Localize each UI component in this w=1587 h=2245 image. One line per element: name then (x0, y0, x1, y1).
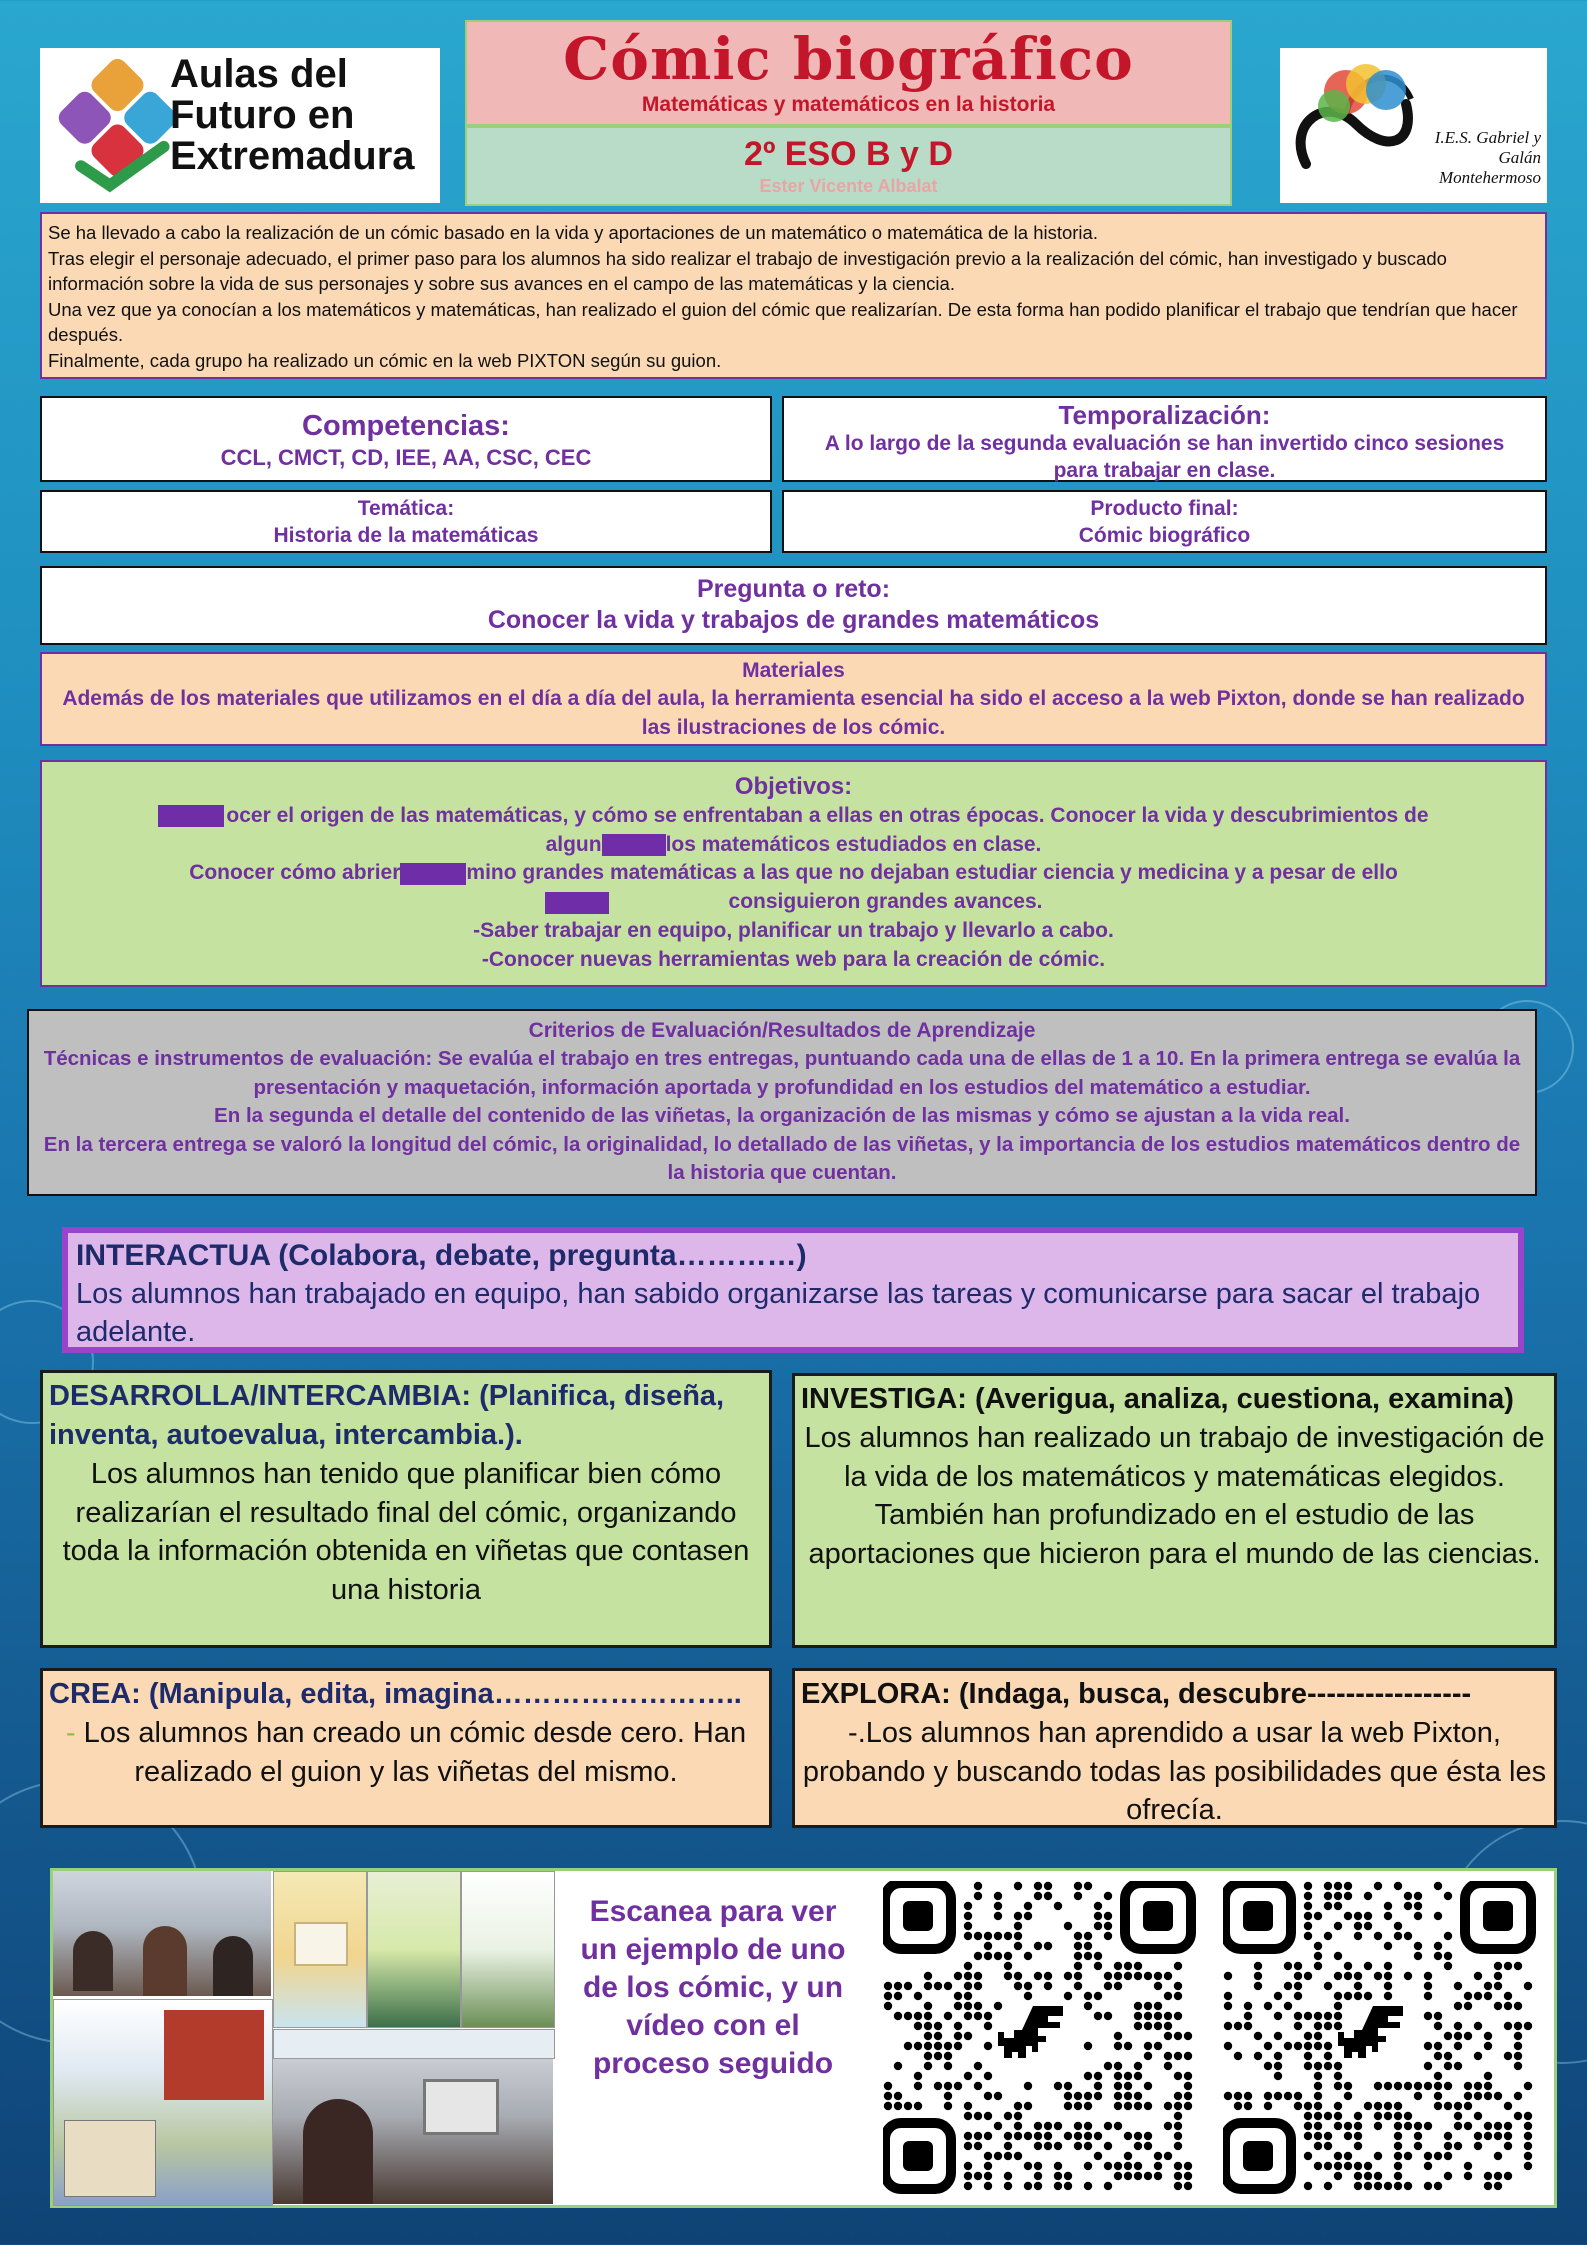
intro-paragraph: Tras elegir el personaje adecuado, el primer paso para los alumnos ha sido realizar el trabajo de investigación previo a la realización del cómic, han investigado y buscado información sobre la vida de sus personajes y sobre sus avances en el campo de las matemáticas y la ciencia. (48, 247, 1447, 294)
criterios-box (27, 1009, 1537, 1196)
comic-page-image (53, 1999, 273, 2206)
materiales-title: Materiales (742, 659, 845, 682)
comic-panel-image (461, 1871, 555, 2028)
objetivo-line: ocer el origen de las matemáticas, y cómo se enfrentaban a ellas en otras épocas. Conocer la vida y descubrimientos de (42, 802, 1545, 831)
pregunta-value: Conocer la vida y trabajos de grandes matemáticos (487, 606, 1100, 634)
tematica-value: Historia de la matemáticas (273, 524, 539, 547)
crea-dash: - (65, 1717, 84, 1749)
objetivo-line: Conocer cómo abrier mino grandes matemáticas a las que no dejaban estudiar ciencia y medicina y a pesar de ello (189, 861, 1398, 885)
temporalizacion-value: A lo largo de la segunda evaluación se han invertido cinco sesiones para trabajar en clase. (824, 432, 1505, 482)
bottom-panel (50, 1868, 1557, 2208)
desarrolla-box (40, 1370, 772, 1648)
classroom-photo (53, 1871, 271, 1996)
redaction-mark (545, 892, 609, 914)
materiales-box (40, 652, 1547, 746)
pregunta-box (40, 566, 1547, 645)
crea-box (40, 1668, 772, 1828)
objetivo-line: -Conocer nuevas herramientas web para la creación de cómic. (481, 947, 1106, 971)
criterios-title: Criterios de Evaluación/Resultados de Aprendizaje (528, 1019, 1036, 1042)
explora-body: -.Los alumnos han aprendido a usar la web Pixton, probando y buscando todas las posibilidades que ésta les ofrecía. (802, 1717, 1547, 1826)
temporalizacion-title: Temporalización: (1058, 400, 1271, 430)
author-name: Ester Vicente Albalat (759, 176, 938, 196)
criterios-line: En la segunda el detalle del contenido de las viñetas, la organización de las mismas y cómo se ajustan a la vida real. (214, 1104, 1350, 1128)
comic-panel-image (273, 1871, 367, 2028)
criterios-line: En la tercera entrega se valoró la longitud del cómic, la originalidad, lo detallado de las viñetas, y la importancia de los estudios matemáticos dentro de la historia que cuentan. (43, 1132, 1521, 1185)
intro-paragraph: Una vez que ya conocían a los matemáticos y matemáticas, han realizado el guion del cómic que realizarían. De esta forma han podido planificar el trabajo que tendrían que hacer después. (48, 298, 1518, 345)
title-panel (465, 20, 1232, 126)
logo-ies (1280, 48, 1547, 203)
comic-panel-image (273, 2029, 555, 2059)
intro-paragraph: Finalmente, cada grupo ha realizado un cómic en la web PIXTON según su guion. (48, 349, 722, 371)
desarrolla-body: Los alumnos han tenido que planificar bien cómo realizarían el resultado final del cómic, organizando toda la información obtenida en viñetas que contasen una historia (62, 1458, 750, 1606)
page-subtitle: Matemáticas y matemáticos en la historia (641, 93, 1056, 116)
course-panel (465, 126, 1232, 206)
desarrolla-heading: DESARROLLA/INTERCAMBIA: (Planifica, diseña, inventa, autoevalua, intercambia.). (49, 1380, 725, 1451)
crea-heading: CREA: (Manipula, edita, imagina…………………….. (49, 1678, 742, 1710)
investiga-box (792, 1373, 1557, 1648)
tematica-box (40, 490, 772, 553)
redaction-mark (158, 805, 224, 827)
crea-body: - Los alumnos han creado un cómic desde cero. Han realizado el guion y las viñetas del mismo. (65, 1717, 747, 1788)
producto-title: Producto final: (1090, 497, 1239, 520)
logo-aulas-futuro (40, 48, 440, 203)
objetivo-line: -Saber trabajar en equipo, planificar un trabajo y llevarlo a cabo. (473, 918, 1114, 942)
qr-code-video[interactable] (1223, 1881, 1543, 2201)
aulas-futuro-logo-icon (50, 58, 185, 193)
explora-box (792, 1668, 1557, 1828)
objetivos-title: Objetivos: (734, 773, 853, 800)
competencias-box (40, 396, 772, 482)
redaction-mark (400, 863, 466, 885)
producto-final-box (782, 490, 1547, 553)
logo-left-text: Aulas del Futuro en Extremadura (170, 52, 415, 178)
criterios-line: Técnicas e instrumentos de evaluación: Se evalúa el trabajo en tres entregas, puntuando cada una de ellas de 1 a 10. En la primera entrega se evalúa la presentación y maquetación, información aportada y profundidad en los estudios del matemático a estudiar. (43, 1047, 1521, 1099)
interactua-box (62, 1227, 1524, 1353)
tematica-title: Temática: (357, 497, 455, 520)
logo-right-text: I.E.S. Gabriel y Galán Montehermoso (1434, 128, 1541, 187)
students-computer-photo (273, 2059, 553, 2204)
objetivos-box (40, 760, 1547, 987)
comic-panel-image (367, 1871, 461, 2028)
producto-value: Cómic biográfico (1078, 524, 1251, 547)
materiales-value: Además de los materiales que utilizamos en el día a día del aula, la herramienta esencial ha sido el acceso a la web Pixton, donde se han realizado las ilustraciones de los cómic. (62, 687, 1525, 739)
intro-description (40, 212, 1547, 379)
interactua-heading: INTERACTUA (Colabora, debate, pregunta…………) (76, 1239, 807, 1272)
objetivo-line: algun los matemáticos estudiados en clase. (545, 832, 1042, 856)
intro-paragraph: Se ha llevado a cabo la realización de un cómic basado en la vida y aportaciones de un matemático o matemática de la historia. (48, 222, 1098, 243)
interactua-body: Los alumnos han trabajado en equipo, han sabido organizarse las tareas y comunicarse para sacar el trabajo adelante. (76, 1278, 1481, 1348)
objetivo-line: consiguieron grandes avances. (42, 888, 1545, 917)
temporalizacion-box (782, 396, 1547, 482)
investiga-body: Los alumnos han realizado un trabajo de investigación de la vida de los matemáticos y matemáticas elegidos. También han profundizado en el estudio de las aportaciones que hicieron para el mundo de las ciencias. (804, 1422, 1545, 1570)
page-title: Cómic biográfico (563, 25, 1134, 93)
competencias-value: CCL, CMCT, CD, IEE, AA, CSC, CEC (220, 445, 592, 470)
scan-instructions: Escanea para ver un ejemplo de uno de los cómic, y un vídeo con el proceso seguido (580, 1895, 846, 2080)
explora-heading: EXPLORA: (Indaga, busca, descubre----------------- (801, 1678, 1472, 1710)
redaction-mark (602, 834, 666, 856)
competencias-title: Competencias: (302, 410, 510, 442)
investiga-heading: INVESTIGA: (Averigua, analiza, cuestiona, examina) (801, 1383, 1514, 1415)
qr-code-comic[interactable] (883, 1881, 1203, 2201)
course-label: 2º ESO B y D (744, 135, 953, 173)
pregunta-title: Pregunta o reto: (696, 575, 891, 603)
